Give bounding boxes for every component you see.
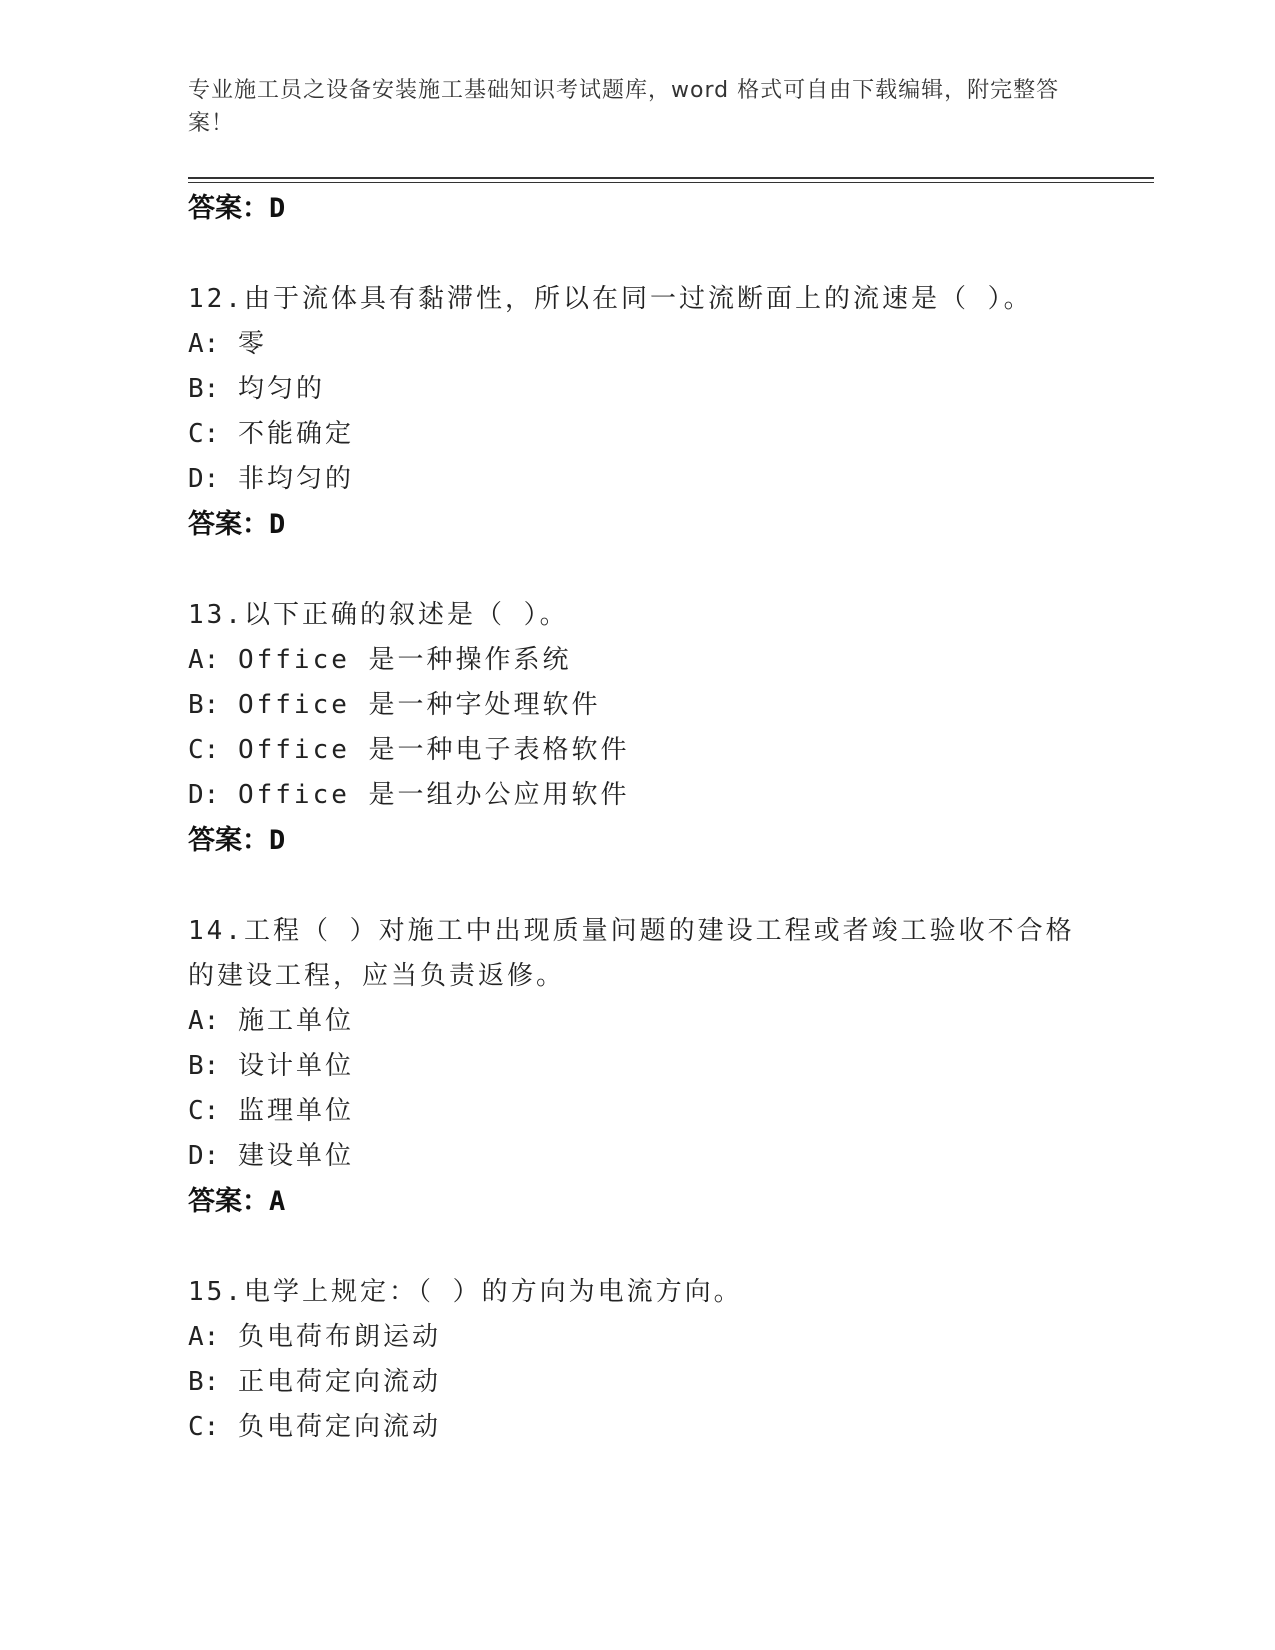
option-letter: B: <box>188 1051 220 1081</box>
option-a <box>188 1315 1088 1360</box>
answer-value: D <box>269 825 286 856</box>
question-number: 13. <box>188 600 244 630</box>
option-text: 施工单位 <box>237 1006 354 1036</box>
option-b <box>188 1360 1088 1405</box>
question-15 <box>188 1270 1088 1450</box>
option-letter: D: <box>188 780 220 810</box>
option-c <box>188 1089 1088 1134</box>
option-letter: B: <box>188 690 220 720</box>
answer-label: 答案： <box>188 193 269 224</box>
question-stem <box>188 909 1088 999</box>
option-a <box>188 322 1088 367</box>
option-text: Office 是一种字处理软件 <box>237 690 601 720</box>
answer-label: 答案： <box>188 1186 269 1217</box>
option-text: 负电荷布朗运动 <box>237 1322 441 1352</box>
option-text: Office 是一组办公应用软件 <box>237 780 630 810</box>
option-c <box>188 728 1088 773</box>
question-stem <box>188 1270 1088 1315</box>
option-letter: D: <box>188 1141 220 1171</box>
option-b <box>188 1044 1088 1089</box>
option-letter: C: <box>188 735 220 765</box>
header-text: 专业施工员之设备安装施工基础知识考试题库，word 格式可自由下载编辑，附完整答案！ <box>188 78 1060 136</box>
option-c <box>188 1405 1088 1450</box>
option-c <box>188 412 1088 457</box>
option-letter: C: <box>188 1412 220 1442</box>
answer-value: D <box>269 509 286 540</box>
question-13 <box>188 593 1088 863</box>
option-text: 监理单位 <box>237 1096 354 1126</box>
option-text: 不能确定 <box>237 419 354 449</box>
answer <box>188 502 1088 547</box>
option-text: 建设单位 <box>237 1141 354 1171</box>
option-letter: A: <box>188 1006 220 1036</box>
option-letter: A: <box>188 645 220 675</box>
option-text: 正电荷定向流动 <box>237 1367 441 1397</box>
option-text: 负电荷定向流动 <box>237 1412 441 1442</box>
answer <box>188 1179 1088 1224</box>
question-text: 以下正确的叙述是（ ）。 <box>243 600 569 630</box>
question-number: 15. <box>188 1277 244 1307</box>
option-text: Office 是一种电子表格软件 <box>237 735 630 765</box>
answer-label: 答案： <box>188 509 269 540</box>
option-letter: B: <box>188 1367 220 1397</box>
option-d <box>188 457 1088 502</box>
option-text: 非均匀的 <box>237 464 354 494</box>
option-text: Office 是一种操作系统 <box>237 645 572 675</box>
question-number: 14. <box>188 916 244 946</box>
question-text: 工程（ ）对施工中出现质量问题的建设工程或者竣工验收不合格的建设工程，应当负责返修。 <box>188 916 1075 991</box>
previous-answer <box>188 186 1088 231</box>
option-a <box>188 999 1088 1044</box>
option-text: 均匀的 <box>237 374 325 404</box>
option-letter: D: <box>188 464 220 494</box>
option-b <box>188 367 1088 412</box>
option-text: 设计单位 <box>237 1051 354 1081</box>
question-stem <box>188 277 1088 322</box>
answer <box>188 818 1088 863</box>
answer-value: A <box>269 1186 286 1217</box>
option-letter: A: <box>188 329 220 359</box>
option-letter: C: <box>188 419 220 449</box>
question-14 <box>188 909 1088 1224</box>
page-header <box>188 74 1068 140</box>
question-text: 电学上规定：（ ）的方向为电流方向。 <box>243 1277 743 1307</box>
question-text: 由于流体具有黏滞性，所以在同一过流断面上的流速是（ ）。 <box>243 284 1033 314</box>
answer-label: 答案： <box>188 825 269 856</box>
answer-value: D <box>269 193 286 224</box>
option-text: 零 <box>237 329 267 359</box>
header-rule-thin <box>188 182 1154 183</box>
option-b <box>188 683 1088 728</box>
question-number: 12. <box>188 284 244 314</box>
option-letter: A: <box>188 1322 220 1352</box>
option-d <box>188 1134 1088 1179</box>
option-d <box>188 773 1088 818</box>
option-a <box>188 638 1088 683</box>
header-rule-thick <box>188 177 1154 179</box>
document-body <box>188 186 1088 1450</box>
question-12 <box>188 277 1088 547</box>
question-stem <box>188 593 1088 638</box>
option-letter: B: <box>188 374 220 404</box>
option-letter: C: <box>188 1096 220 1126</box>
